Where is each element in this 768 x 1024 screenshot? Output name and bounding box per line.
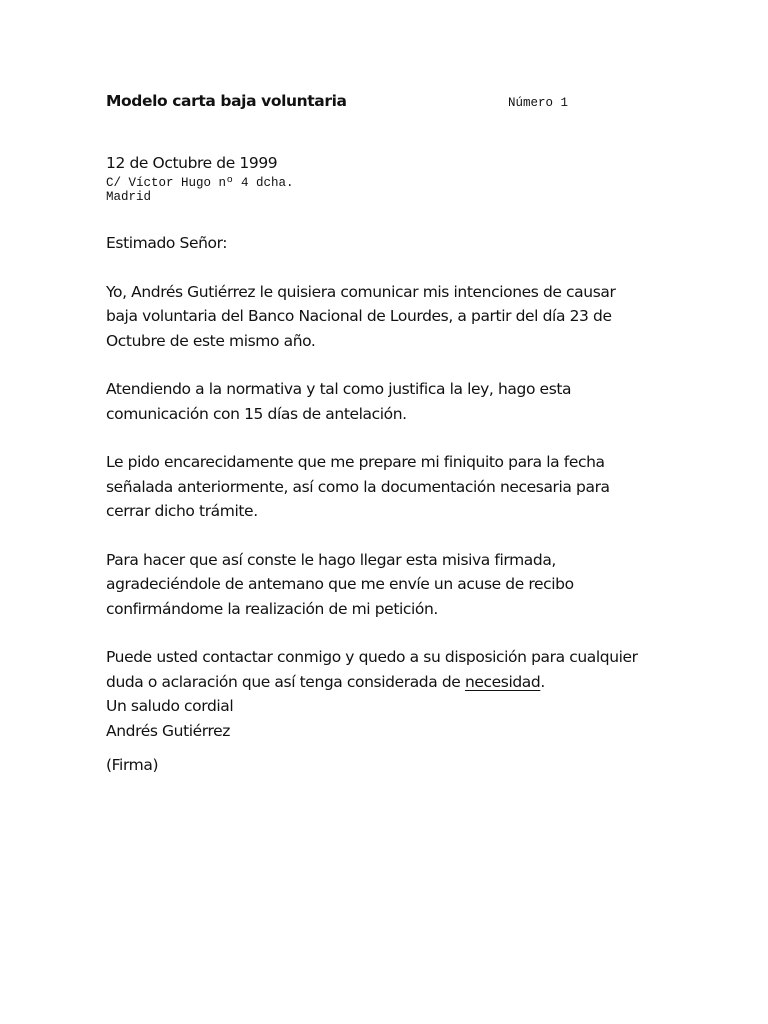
signature-placeholder: (Firma) [106,756,159,774]
address-street: C/ Víctor Hugo nº 4 dcha. [106,176,294,190]
paragraph-resignation [106,280,666,354]
paragraph-line: Octubre de este mismo año. [106,331,316,350]
paragraph-line: Atendiendo a la normativa y tal como justifica la ley, hago esta [106,380,572,398]
paragraph-line: agradeciéndole de antemano que me envíe un acuse de recibo [106,575,574,593]
sender-address [106,176,294,204]
paragraph-line: cerrar dicho trámite. [106,502,258,520]
letter-greeting: Estimado Señor: [106,234,228,252]
paragraph-line: señalada anteriormente, así como la documentación necesaria para [106,477,610,496]
paragraph-line: confirmándome la realización de mi petición. [106,599,438,618]
paragraph-line: comunicación con 15 días de antelación. [106,404,407,423]
signer-name: Andrés Gutiérrez [106,721,230,740]
paragraph-line: Para hacer que así conste le hago llegar esta misiva firmada, [106,550,556,569]
document-title: Modelo carta baja voluntaria [106,92,347,110]
paragraph-line: Yo, Andrés Gutiérrez le quisiera comunicar mis intenciones de causar [106,282,616,301]
line-punctuation: . [540,672,545,691]
address-city: Madrid [106,190,152,204]
paragraph-line [106,670,666,695]
letter-closing: Un saludo cordial [106,697,234,715]
underlined-word: necesidad [464,672,541,691]
paragraph-acknowledgement [106,548,666,622]
paragraph-line: baja voluntaria del Banco Nacional de Lourdes, a partir del día 23 de [106,307,612,325]
paragraph-settlement [106,450,666,524]
paragraph-contact [106,645,666,743]
paragraph-line: Puede usted contactar conmigo y quedo a su disposición para cualquier [106,648,638,666]
paragraph-notice [106,377,666,426]
letter-body [106,231,666,778]
line-text: duda o aclaración que así tenga considerada de [106,672,465,691]
letter-date: 12 de Octubre de 1999 [106,154,278,172]
document-number: Número 1 [508,96,569,110]
paragraph-line: Le pido encarecidamente que me prepare mi finiquito para la fecha [106,453,605,471]
